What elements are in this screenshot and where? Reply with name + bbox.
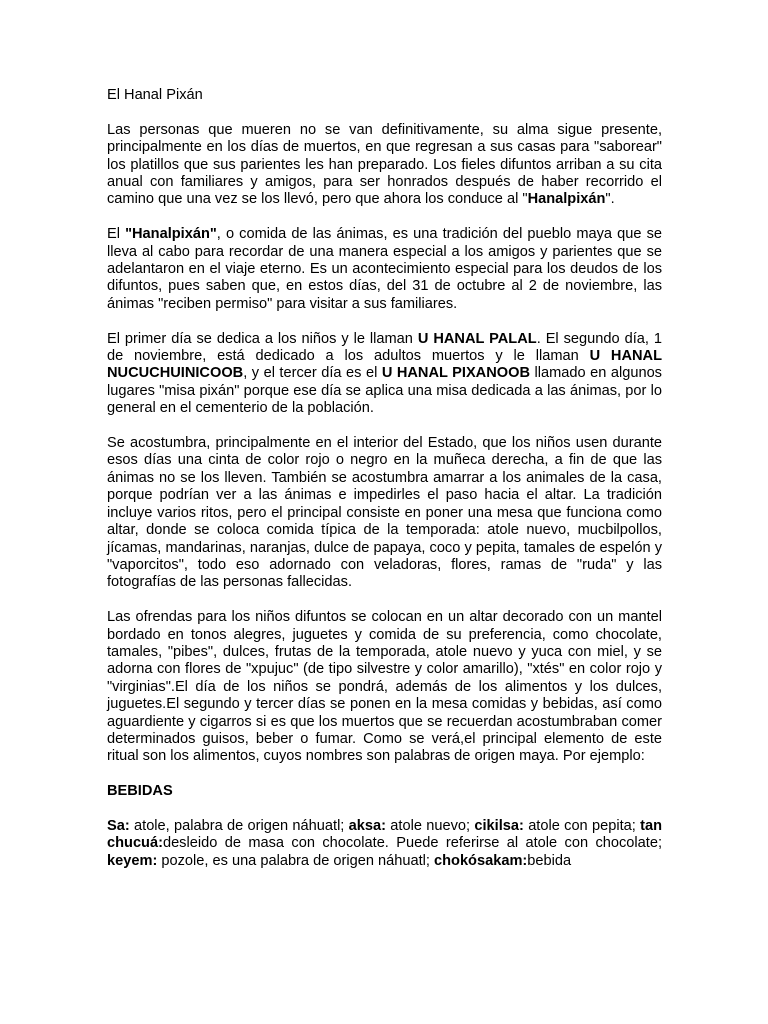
bold-term: U HANAL NUCUCHUINICOOB: [107, 348, 663, 382]
text-segment: . El segundo día, 1 de noviembre, está dedicado a los adultos muertos y le llaman: [107, 330, 662, 365]
text-segment: atole con pepita;: [523, 817, 641, 834]
bebidas-paragraph: [107, 818, 662, 870]
bold-term: chokósakam:: [434, 852, 528, 869]
bold-term: Sa:: [107, 817, 130, 834]
bold-term: aksa:: [348, 817, 386, 834]
text-segment: bebida: [527, 852, 572, 869]
paragraph-3: [107, 331, 662, 418]
bold-term: "Hanalpixán": [125, 226, 217, 243]
text-segment: Las ofrendas para los niños difuntos se colocan en un altar decorado con un mantel bordado en tonos alegres, juguetes y comida de su preferencia, como chocolate, tamales, "pibes", dulces, frutas de la temporada, atole nuevo y yuca con miel, y se adorna con flores de "xpujuc" (de tipo silvestre y color amarillo), "xtés" en color rojo y "virginias".El día de los niños se pondrá, además de los alimentos y los dulces, juguetes.El segundo y tercer días se ponen en la mesa comidas y bebidas, así como aguardiente y cigarros si es que los muertos que se recuerdan acostumbraban comer determinados guisos, beber o fumar. Como se verá,el principal elemento de este ritual son los alimentos, cuyos nombres son palabras de origen maya. Por ejemplo:: [107, 609, 662, 765]
text-segment: atole nuevo;: [386, 817, 475, 834]
paragraph-1: [107, 122, 662, 209]
bold-term: Hanalpixán: [527, 191, 606, 208]
text-segment: ".: [605, 191, 615, 208]
document-title: El Hanal Pixán: [107, 87, 203, 103]
text-segment: El: [107, 226, 126, 243]
paragraph-2: [107, 226, 662, 313]
text-segment: atole, palabra de origen náhuatl;: [129, 817, 349, 834]
paragraph-5: [107, 609, 662, 766]
bold-term: tan chucuá:: [107, 817, 662, 852]
bold-term: cikilsa:: [474, 817, 524, 834]
bold-term: U HANAL PIXANOOB: [381, 365, 531, 382]
paragraph-4: [107, 435, 662, 592]
document-page: [107, 87, 662, 888]
bold-term: U HANAL PALAL: [417, 330, 537, 347]
text-segment: llamado en algunos lugares "misa pixán" porque ese día se aplica una misa dedicada a las ánimas, por lo general en el cementerio de la población.: [107, 365, 662, 417]
text-segment: Se acostumbra, principalmente en el interior del Estado, que los niños usen durante esos días una cinta de color rojo o negro en la muñeca derecha, a fin de que las ánimas no se los lleven. También se acostumbra amarrar a los animales de la casa, porque podrían ver a las ánimas e impedirles el paso hacia el altar. La tradición incluye varios ritos, pero el principal consiste en poner una mesa que funciona como altar, donde se coloca comida típica de la temporada: atole nuevo, mucbilpollos, jícamas, mandarinas, naranjas, dulce de papaya, coco y pepita, tamales de espelón y "vaporcitos", todo eso adornado con veladoras, flores, ramas de "ruda" y las fotografías de las personas fallecidas.: [107, 435, 662, 591]
text-segment: , y el tercer día es el: [243, 365, 382, 382]
text-segment: desleido de masa con chocolate. Puede referirse al atole con chocolate;: [162, 835, 662, 852]
text-segment: Las personas que mueren no se van definitivamente, su alma sigue presente, principalmente en los días de muertos, en que regresan a sus casas para "saborear" los platillos que sus parientes les han preparado. Los fieles difuntos arriban a su cita anual con familiares y amigos, para ser honrados después de haber recorrido el camino que una vez se los llevó, pero que ahora los conduce al ": [107, 121, 662, 208]
bold-term: keyem:: [107, 852, 158, 869]
text-segment: , o comida de las ánimas, es una tradición del pueblo maya que se lleva al cabo para recordar de una manera especial a los amigos y parientes que se adelantaron en el viaje eterno. Es un acontecimiento especial para los deudos de los difuntos, pues saben que, en estos días, del 31 de octubre al 2 de noviembre, las ánimas "reciben permiso" para visitar a sus familiares.: [107, 226, 663, 312]
text-segment: El primer día se dedica a los niños y le llaman: [107, 330, 418, 347]
section-heading-bebidas: BEBIDAS: [107, 783, 173, 800]
text-segment: pozole, es una palabra de origen náhuatl;: [157, 852, 434, 869]
